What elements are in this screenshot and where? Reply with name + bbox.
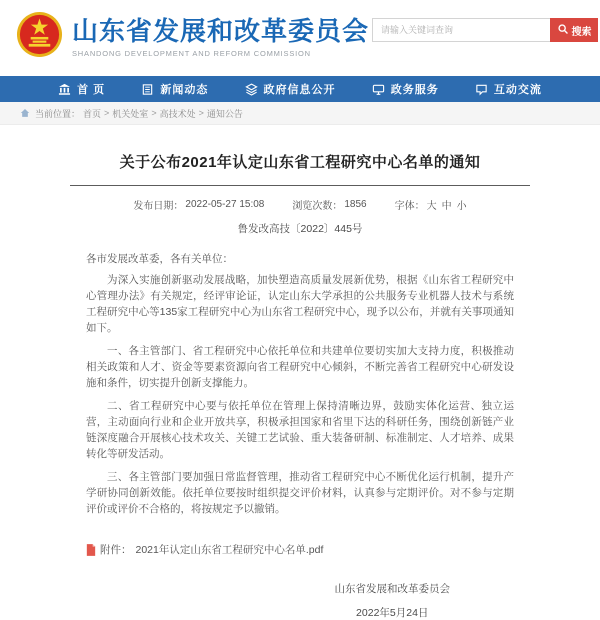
breadcrumb [0, 102, 600, 125]
font-size-large-button[interactable]: 大 [426, 201, 437, 212]
breadcrumb-separator: > [198, 108, 204, 118]
main-nav [0, 76, 600, 102]
breadcrumb-prefix: 当前位置： [35, 108, 81, 119]
nav-item-label: 政府信息公开 [263, 84, 336, 96]
site-logo[interactable] [16, 11, 369, 63]
pdf-icon [86, 544, 96, 556]
font-size-small-button[interactable]: 小 [456, 201, 467, 212]
article [0, 151, 600, 620]
breadcrumb-item-offices[interactable]: 机关处室 [112, 108, 149, 119]
font-size-label: 字体： [394, 201, 425, 212]
font-size-medium-button[interactable]: 中 [441, 201, 452, 212]
paragraph: 为深入实施创新驱动发展战略，加快塑造高质量发展新优势，根据《山东省工程研究中心管理办法》有关规定，经评审论证，认定山东大学承担的公共服务专业机器人技术与系统工程研究中心等135家工程研究中心为山东省工程研究中心，现予以公布，并就有关事项通知如下。 [86, 274, 514, 334]
view-count-value: 1856 [344, 199, 367, 210]
view-count [292, 197, 366, 212]
monitor-icon [372, 83, 385, 96]
publish-date [133, 197, 264, 212]
search-button[interactable] [550, 18, 598, 42]
article-body [70, 251, 530, 517]
newspaper-icon [141, 83, 154, 96]
article-meta [70, 197, 530, 212]
nav-item-home[interactable] [58, 81, 105, 97]
breadcrumb-separator: > [151, 108, 157, 118]
home-icon [20, 108, 30, 118]
breadcrumb-item-notices[interactable]: 通知公告 [206, 108, 243, 119]
article-title: 关于公布2021年认定山东省工程研究中心名单的通知 [119, 154, 481, 171]
national-emblem-icon [16, 11, 63, 63]
magnifier-icon [557, 23, 569, 38]
nav-item-label: 互动交流 [493, 84, 542, 96]
nav-item-label: 政务服务 [390, 84, 439, 96]
nav-item-gov-info[interactable] [245, 81, 336, 97]
breadcrumb-item-hightech[interactable]: 高技术处 [159, 108, 196, 119]
breadcrumb-item-home[interactable]: 首页 [83, 108, 102, 119]
layers-icon [245, 83, 258, 96]
paragraph: 一、各主管部门、省工程研究中心依托单位和共建单位要切实加大支持力度，积极推动相关政策和人才、资金等要素资源向省工程研究中心倾斜，不断完善省工程研究中心研发设施和条件，切实提升创新支撑能力。 [86, 345, 514, 389]
site-subtitle: SHANDONG DEVELOPMENT AND REFORM COMMISSION [72, 49, 311, 58]
nav-item-news[interactable] [141, 81, 208, 97]
chat-icon [475, 83, 488, 96]
font-size-control [395, 197, 467, 212]
publish-date-value: 2022-05-27 15:08 [185, 199, 265, 210]
breadcrumb-separator: > [104, 108, 110, 118]
bank-icon [58, 83, 71, 96]
search-input[interactable] [372, 18, 550, 42]
nav-item-gov-services[interactable] [372, 81, 439, 97]
attachment-filename: 2021年认定山东省工程研究中心名单.pdf [135, 544, 324, 556]
search-bar [372, 18, 598, 42]
site-header [0, 0, 600, 76]
nav-item-interaction[interactable] [475, 81, 542, 97]
search-button-label: 搜索 [571, 26, 592, 38]
nav-item-label: 首 页 [77, 84, 106, 96]
nav-item-label: 新闻动态 [160, 84, 209, 96]
view-count-label: 浏览次数： [292, 201, 343, 212]
salutation: 各市发展改革委，各有关单位： [86, 253, 233, 265]
paragraph: 二、省工程研究中心要与依托单位在管理上保持清晰边界，鼓励实体化运营、独立运营，主动面向行业和企业开放共享，积极承担国家和省里下达的科研任务，围绕创新链产业链深度融合开展核心技术攻关、关键工艺试验、重大装备研制、标准制定、人才培养、成果转化等研发活动。 [86, 400, 514, 460]
signature-org: 山东省发展和改革委员会 [334, 583, 450, 595]
signature-date: 2022年5月24日 [356, 607, 429, 619]
publish-date-label: 发布日期： [133, 201, 184, 212]
signature-block [335, 581, 451, 620]
attachment-link[interactable] [86, 542, 530, 557]
attachment-label: 附件： [100, 544, 132, 556]
site-title-block [72, 16, 369, 58]
site-title: 山东省发展和改革委员会 [72, 16, 370, 46]
paragraph: 三、各主管部门要加强日常监督管理，推动省工程研究中心不断优化运行机制，提升产学研协同创新效能。依托单位要按时组织提交评价材料，认真参与定期评价。对不参与定期评价或评价不合格的，将按规定予以撤销。 [86, 471, 514, 515]
document-number: 鲁发改高技〔2022〕445号 [237, 223, 363, 235]
title-divider [70, 185, 530, 186]
